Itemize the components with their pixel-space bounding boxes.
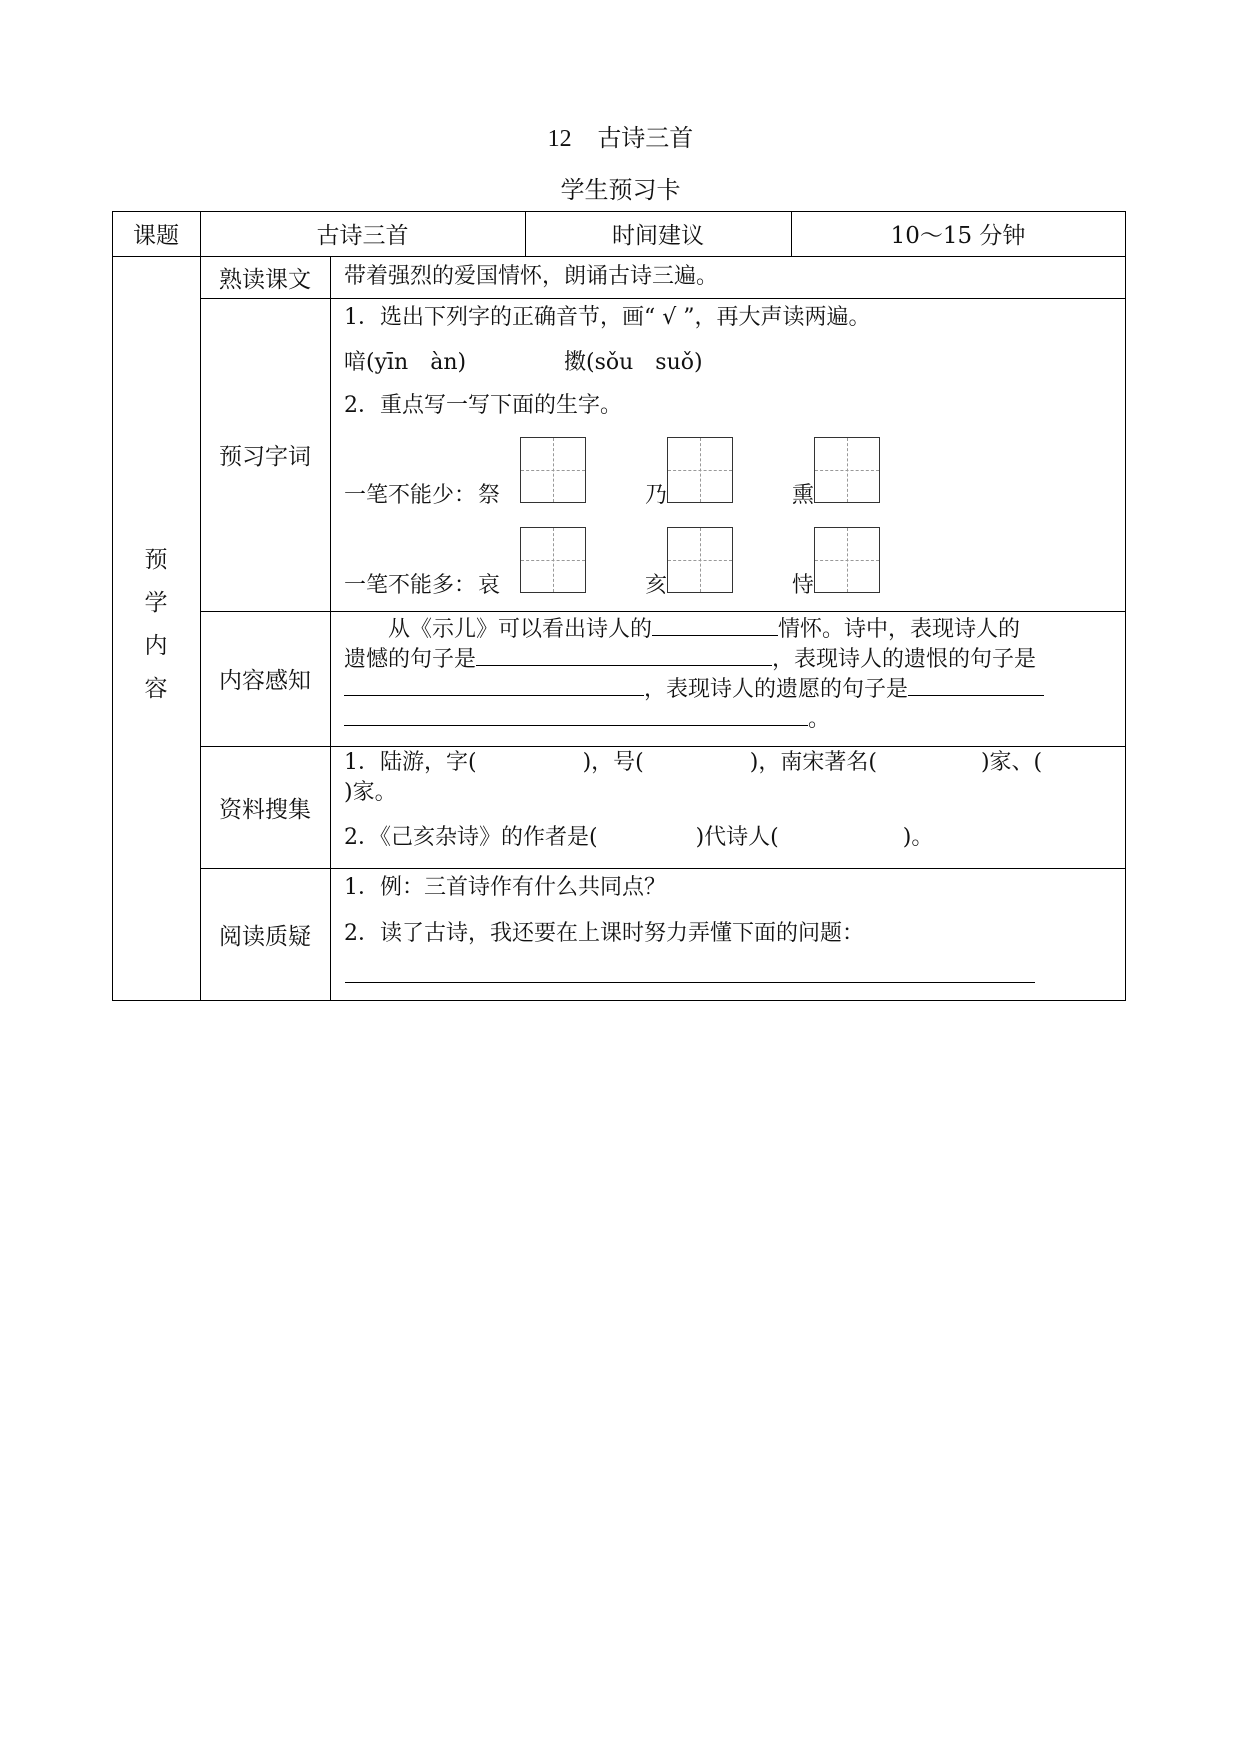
answer-line[interactable]	[345, 982, 1035, 983]
side-label-char: 容	[144, 676, 168, 702]
answer-blank[interactable]	[908, 673, 1044, 696]
writing-grid-box[interactable]	[667, 437, 733, 503]
preview-card-table	[112, 211, 1126, 1001]
collect-text: )，号(	[582, 750, 644, 775]
answer-blank[interactable]	[476, 643, 772, 666]
section-content-label: 内容感知	[219, 668, 311, 694]
question-2: 2．读了古诗，我还要在上课时努力弄懂下面的问题：	[344, 921, 864, 946]
lesson-number: 12	[547, 126, 572, 152]
collect-text: )家、(	[980, 750, 1043, 775]
content-text: ，表现诗人的遗恨的句子是	[772, 647, 1037, 672]
row2-char: 恃	[792, 573, 815, 598]
pinyin-choice-1: 喑(yīn àn)	[344, 350, 467, 375]
side-label-char: 预	[144, 547, 168, 573]
row1-label: 一笔不能少：	[344, 483, 477, 508]
content-line-2	[344, 643, 1036, 675]
collect-text: )代诗人(	[695, 825, 779, 850]
section-collect-label: 资料搜集	[219, 796, 311, 823]
section-read-label: 熟读课文	[219, 266, 311, 293]
lesson-title: 古诗三首	[597, 124, 694, 152]
collect-line-1b: )家。	[344, 780, 397, 805]
row1-char: 乃	[645, 483, 668, 508]
row1-char: 熏	[792, 483, 815, 508]
section-question-label: 阅读质疑	[219, 923, 311, 950]
time-value: 10～15 分钟	[890, 223, 1026, 249]
answer-blank[interactable]	[344, 703, 808, 726]
row2-label: 一笔不能多：	[344, 573, 477, 598]
writing-grid-box[interactable]	[814, 437, 880, 503]
question-1: 1．例：三首诗作有什么共同点？	[344, 875, 666, 900]
section-words-label: 预习字词	[219, 444, 311, 470]
writing-grid-box[interactable]	[814, 527, 880, 593]
row2-char: 哀	[478, 573, 501, 598]
page-subtitle: 学生预习卡	[560, 176, 681, 204]
content-text: 。	[808, 707, 831, 732]
answer-blank[interactable]	[652, 613, 778, 636]
side-label-char: 学	[144, 590, 168, 616]
topic-label: 课题	[133, 223, 179, 249]
row2-char: 亥	[645, 573, 668, 598]
writing-grid-box[interactable]	[667, 527, 733, 593]
content-text: ，表现诗人的遗愿的句子是	[644, 677, 909, 702]
section-read-text: 带着强烈的爱国情怀，朗诵古诗三遍。	[344, 264, 719, 289]
writing-grid-box[interactable]	[520, 527, 586, 593]
row1-char: 祭	[478, 483, 501, 508]
content-line-4	[344, 703, 830, 735]
content-line-3	[344, 673, 1044, 705]
time-label: 时间建议	[612, 223, 704, 249]
writing-grid-box[interactable]	[520, 437, 586, 503]
page-title	[0, 118, 1241, 153]
content-text: 从《示儿》可以看出诗人的	[388, 617, 653, 642]
content-line-1	[344, 613, 1020, 645]
collect-line-1	[344, 748, 1042, 778]
collect-text: 2．《己亥杂诗》的作者是(	[344, 825, 598, 850]
collect-text: )，南宋著名(	[749, 750, 877, 775]
words-question-1: 1．选出下列字的正确音节，画“ √ ”，再大声读两遍。	[344, 305, 871, 330]
words-question-2: 2．重点写一写下面的生字。	[344, 393, 622, 418]
pinyin-choice-2: 擞(sǒu suǒ)	[564, 350, 703, 375]
collect-text: 1．陆游，字(	[344, 750, 477, 775]
collect-text: )。	[902, 825, 934, 850]
topic-value: 古诗三首	[316, 223, 409, 249]
answer-blank[interactable]	[344, 673, 644, 696]
collect-line-2	[344, 823, 933, 853]
content-text: 情怀。诗中，表现诗人的	[778, 617, 1021, 642]
side-label-char: 内	[144, 633, 168, 659]
content-text: 遗憾的句子是	[344, 647, 477, 672]
